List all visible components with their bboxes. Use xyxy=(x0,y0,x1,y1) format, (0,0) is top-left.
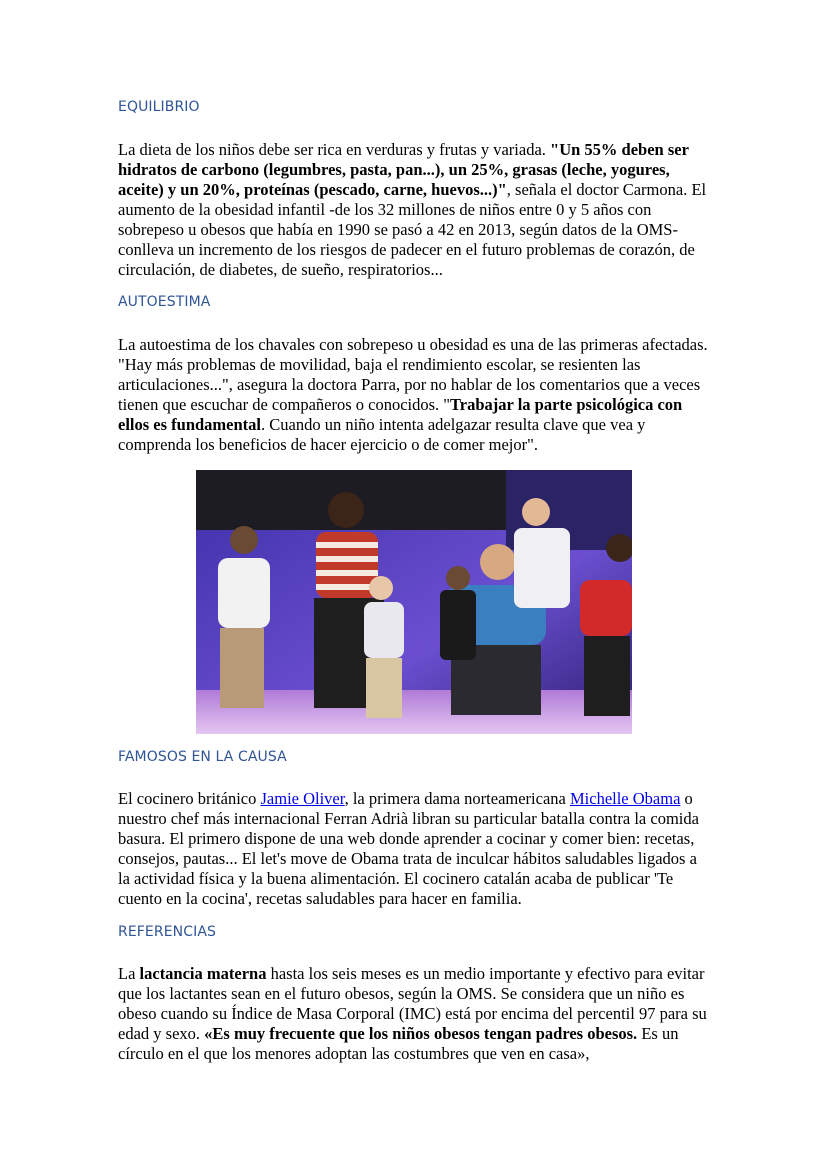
section-heading-equilibrio: EQUILIBRIO xyxy=(118,99,200,115)
paragraph-text: La xyxy=(118,964,140,983)
paragraph-text: hasta los seis meses es un medio importante y efectivo para evitar que los lactantes sean en el futuro obesos, según la OMS. Se considera que un niño es obeso cuando su Índice de Masa Corporal (IMC) está por encima del percentil 97 para su edad y sexo. xyxy=(118,964,707,1043)
bold-quote: «Es muy frecuente que los niños obesos tengan padres obesos. xyxy=(204,1024,638,1043)
section-heading-autoestima: AUTOESTIMA xyxy=(118,294,211,310)
paragraph-text: . Cuando un niño intenta adelgazar resulta clave que vea y comprenda los beneficios de hacer ejercicio o de comer mejor". xyxy=(118,415,646,454)
paragraph-text: La autoestima de los chavales con sobrepeso u obesidad es una de las primeras afectadas. "Hay más problemas de movilidad, baja el rendimiento escolar, se resienten las articulaciones...", asegura la doctora Parra, por no hablar de los comentarios que a veces tienen que escuchar de compañeros o conocidos. " xyxy=(118,335,708,414)
bold-quote: "Un 55% deben ser hidratos de carbono (legumbres, pasta, pan...), un 25%, grasas (leche, yogures, aceite) y un 20%, proteínas (pescado, carne, huevos...)" xyxy=(118,140,689,199)
michelle-obama-link[interactable]: Michelle Obama xyxy=(569,789,681,808)
bold-term: lactancia materna xyxy=(139,964,267,983)
bold-quote: Trabajar la parte psicológica con ellos es fundamental xyxy=(118,395,683,434)
paragraph-text: , señala el doctor Carmona. El aumento de la obesidad infantil -de los 32 millones de niños entre 0 y 5 años con sobrepeso u obesos que había en 1990 se pasó a 42 en 2013, según datos de la OMS- conlleva un incremento de los riesgos de padecer en el futuro problemas de corazón, de circulación, de diabetes, de sueño, respiratorios... xyxy=(118,180,707,279)
paragraph-autoestima xyxy=(118,335,708,455)
paragraph-text: Es un círculo en el que los menores adoptan las costumbres que ven en casa», xyxy=(118,1024,679,1063)
paragraph-equilibrio xyxy=(118,140,708,280)
dancing-people-photo xyxy=(196,470,632,734)
paragraph-text: La dieta de los niños debe ser rica en verduras y frutas y variada. xyxy=(118,140,551,159)
section-heading-famosos: FAMOSOS EN LA CAUSA xyxy=(118,749,287,765)
paragraph-referencias xyxy=(118,964,708,1064)
paragraph-text: o nuestro chef más internacional Ferran Adrià libran su particular batalla contra la comida basura. El primero dispone de una web donde aprender a cocinar y comer bien: recetas, consejos, pautas... El let's move de Obama trata de inculcar hábitos saludables ligados a la actividad física y la buena alimentación. El cocinero catalán acaba de publicar 'Te cuento en la cocina', recetas saludables para hacer en familia. xyxy=(118,789,699,908)
paragraph-text: , la primera dama norteamericana xyxy=(344,789,570,808)
paragraph-famosos xyxy=(118,789,708,909)
section-heading-referencias: REFERENCIAS xyxy=(118,924,216,940)
jamie-oliver-link[interactable]: Jamie Oliver xyxy=(260,789,345,808)
photo-illustration xyxy=(196,470,632,734)
paragraph-text: El cocinero británico xyxy=(118,789,261,808)
